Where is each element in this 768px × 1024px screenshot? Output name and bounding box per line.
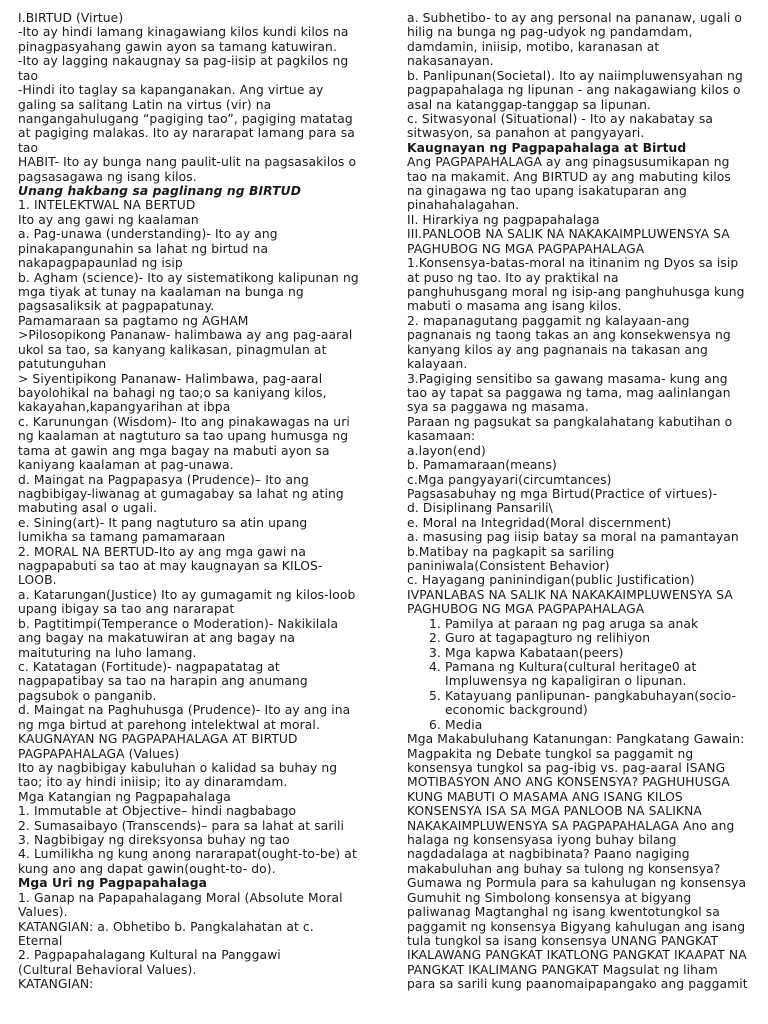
text-line: Ito ay nagbibigay kabuluhan o kalidad sa buhay ng <box>18 760 338 775</box>
text-line: 3. Nagbibigay ng direksyonsa buhay ng tao <box>18 833 290 848</box>
text-line: maituturing na luho lamang. <box>18 645 197 660</box>
text-line: ukol sa tao, sa kanyang kalikasan, pinagmulan at <box>18 342 327 357</box>
text-line: nagbibigay-liwanag at gumagabay sa lahat ng ating <box>18 486 344 501</box>
text-line: LOOB. <box>18 573 57 588</box>
text-line: pagpapahalaga ng lipunan - ang nakagawiang kilos o <box>407 83 741 98</box>
text-line: Gumuhit ng Simbolong konsensya at bigyang <box>407 890 692 905</box>
list-item <box>407 631 752 645</box>
text-line: PAGHUBOG NG MGA PAGPAPAHALAGA <box>407 602 645 617</box>
text-line: e. Moral na Integridad(Moral discernment) <box>407 515 672 530</box>
text-line: Ang PAGPAPAHALAGA ay ang pinagsusumikapan ng <box>407 155 730 170</box>
text-line: b.Matibay na pagkapit sa sariling <box>407 544 615 559</box>
list-item-text: Katayuang panlipunan- pangkabuhayan(socio-economic background) <box>445 688 737 718</box>
text-line: Ito ay ang gawi ng kaalaman <box>18 212 199 227</box>
text-line: HABIT- Ito ay bunga nang paulit-ulit na pagsasakilos o <box>18 155 357 170</box>
text-line: -Hindi ito taglay sa kapanganakan. Ang virtue ay <box>18 83 324 98</box>
text-line: 3.Pagiging sensitibo sa gawang masama- kung ang <box>407 371 728 386</box>
text-line: c. Karunungan (Wisdom)- Ito ang pinakawagas na uri <box>18 414 350 429</box>
text-line: d. Maingat na Paghuhusga (Prudence)- Ito ay ang ina <box>18 703 351 718</box>
list-item-number: 1. <box>429 616 441 631</box>
text-line: Mga Uri ng Pagpapahalaga <box>18 876 208 891</box>
text-line: tao ay tapat sa paggawa ng tama, mag aalinlangan <box>407 385 731 400</box>
text-line: ng kaalaman at nagtuturo sa tao upang humusga ng <box>18 429 349 444</box>
text-line: nakapagpapaunlad ng isip <box>18 256 183 271</box>
text-line: kung ano ang dapat gawin(ought-to- do). <box>18 861 276 876</box>
right-column-top <box>407 11 752 617</box>
text-line: -Ito ay hindi lamang kinagawiang kilos kundi kilos na <box>18 25 349 40</box>
text-line: nangangahulugang “pagiging tao”, pagiging matatag <box>18 111 353 126</box>
list-item-text: Mga kapwa Kabataan(peers) <box>445 645 624 660</box>
text-line: 1. Immutable at Objective– hindi nagbabago <box>18 804 297 819</box>
text-line: tao <box>18 140 39 155</box>
text-line: nagdadalaga at nagbibinata? Paano nagiging <box>407 847 690 862</box>
text-line: kalayaan. <box>407 357 468 372</box>
text-line: pagsasaliksik at pagpapatunay. <box>18 299 215 314</box>
text-line: Paraan ng pagsukat sa pangkalahatang kabutihan o <box>407 414 733 429</box>
list-item <box>407 689 752 718</box>
text-line: Pagsasabuhay ng mga Birtud(Practice of virtues)- <box>407 486 718 501</box>
text-line: galing sa salitang Latin na virtus (vir) na <box>18 97 272 112</box>
text-line: KUNG MABUTI O MASAMA ANG ISANG KILOS <box>407 789 683 804</box>
text-line: 1. Ganap na Papapahalagang Moral (Absolute Moral <box>18 890 343 905</box>
text-line: c. Sitwasyonal (Situational) - Ito ay nakabatay sa <box>407 111 714 126</box>
text-line: PANGKAT IKALIMANG PANGKAT Magsulat ng liham <box>407 962 718 977</box>
text-line: d. Maingat na Pagpapasya (Prudence)– Ito ang <box>18 472 309 487</box>
text-line: > Siyentipikong Pananaw- Halimbawa, pag-aaral <box>18 371 323 386</box>
text-line: a.layon(end) <box>407 443 486 458</box>
text-line: (Cultural Behavioral Values). <box>18 962 197 977</box>
text-line: at puso ng tao. Ito ay praktikal na <box>407 270 619 285</box>
text-line: e. Sining(art)- It pang nagtuturo sa atin upang <box>18 515 308 530</box>
text-line: tao na makamit. Ang BIRTUD ay ang mabuting kilos <box>407 169 731 184</box>
list-item <box>407 646 752 660</box>
text-line: 2. mapanagutang paggamit ng kalayaan-ang <box>407 313 690 328</box>
text-line: a. Katarungan(Justice) Ito ay gumagamit ng kilos-loob <box>18 587 356 602</box>
text-line: KATANGIAN: a. Obhetibo b. Pangkalahatan at c. <box>18 919 314 934</box>
text-line: pagsasagawa ng isang kilos. <box>18 169 197 184</box>
list-item-text: Pamana ng Kultura(cultural heritage0 at Impluwensya ng kapaligiran o lipunan. <box>445 659 697 689</box>
text-line: upang ibigay sa tao ang nararapat <box>18 602 235 617</box>
text-line: sya sa paggawa ng masama. <box>407 400 589 415</box>
text-line: NAKAKAIMPLUWENSYA SA PAGPAPAHALAGA Ano ang <box>407 818 735 833</box>
text-line: 1. INTELEKTWAL NA BERTUD <box>18 198 196 213</box>
text-line: a. Subhetibo- to ay ang personal na pananaw, ugali o <box>407 11 742 25</box>
text-line: kakayahan,kapangyarihan at ibpa <box>18 400 231 415</box>
text-line: tao <box>18 68 39 83</box>
text-line: paggamit ng konsensya Bigyang kahulugan ang isang <box>407 919 746 934</box>
list-item-number: 4. <box>429 659 441 674</box>
text-line: KAUGNAYAN NG PAGPAPAHALAGA AT BIRTUD <box>18 732 298 747</box>
text-line: c.Mga pangyayari(circumtances) <box>407 472 612 487</box>
text-line: d. Disiplinang Pansarili\ <box>407 501 553 516</box>
text-line: KATANGIAN: <box>18 977 94 992</box>
text-line: kasamaan: <box>407 429 476 444</box>
text-line: sitwasyon, sa panahon at pangyayari. <box>407 126 645 141</box>
text-line: ng mga birtud at parehong intelektwal at moral. <box>18 717 320 732</box>
text-line: mabuti o masama ang isang kilos. <box>407 299 622 314</box>
text-line: Kaugnayan ng Pagpapahalaga at Birtud <box>407 140 687 155</box>
text-line: paniniwala(Consistent Behavior) <box>407 559 610 574</box>
list-item-number: 5. <box>429 688 441 703</box>
text-line: kaniyang kaalaman at pag-unawa. <box>18 458 234 473</box>
text-line: mabuting asal o ugali. <box>18 501 158 516</box>
text-line: nakasanayan. <box>407 54 494 69</box>
text-line: 1.Konsensya-batas-moral na itinanim ng Dyos sa isip <box>407 256 739 271</box>
left-column <box>18 11 368 992</box>
text-line: konsensya tungkol sa pag-ibig vs. pag-aaral ISANG <box>407 760 726 775</box>
text-line: Pamamaraan sa pagtamo ng AGHAM <box>18 313 249 328</box>
text-line: Values). <box>18 905 68 920</box>
text-line: c. Katatagan (Fortitude)- nagpapatatag at <box>18 659 280 674</box>
text-line: pinakapangunahin sa lahat ng birtud na <box>18 241 269 256</box>
text-line: III.PANLOOB NA SALIK NA NAKAKAIMPLUWENSYA SA <box>407 227 730 242</box>
text-line: 2. Sumasaibayo (Transcends)– para sa lahat at sarili <box>18 818 345 833</box>
text-line: mga tiyak at tunay na kaalaman na bunga ng <box>18 285 304 300</box>
text-line: pagsubok o panganib. <box>18 688 157 703</box>
text-line: a. masusing pag iisip batay sa moral na pamantayan <box>407 530 739 545</box>
text-line: pinahahalagahan. <box>407 198 520 213</box>
list-item-text: Media <box>445 717 483 732</box>
text-line: at pagiging malakas. Ito ay nararapat lamang para sa <box>18 126 355 141</box>
list-item-text: Guro at tagapagturo ng relihiyon <box>445 631 651 646</box>
list-item <box>407 617 752 631</box>
text-line: Mga Katangian ng Pagpapahalaga <box>18 789 231 804</box>
text-line: hilig na bunga ng pag-udyok ng pandamdam, <box>407 25 693 40</box>
text-line: lumikha sa tamang pamamaraan <box>18 530 226 545</box>
text-line: II. Hirarkiya ng pagpapahalaga <box>407 212 600 227</box>
text-line: b. Pagtitimpi(Temperance o Moderation)- Nakikilala <box>18 616 339 631</box>
text-line: b. Agham (science)- Ito ay sistematikong kalipunan ng <box>18 270 359 285</box>
text-line: PAGHUBOG NG MGA PAGPAPAHALAGA <box>407 241 645 256</box>
text-line: 2. MORAL NA BERTUD-Ito ay ang mga gawi na <box>18 544 306 559</box>
text-line: asal na katanggap-tanggap sa lipunan. <box>407 97 652 112</box>
text-line: 4. Lumilikha ng kung anong nararapat(ought-to-be) at <box>18 847 357 862</box>
list-item-number: 2. <box>429 631 441 646</box>
text-line: I.BIRTUD (Virtue) <box>18 11 124 25</box>
list-item <box>407 718 752 732</box>
list-item-number: 3. <box>429 645 441 660</box>
text-line: pagnanais ng taong takas an ang konsekwensya ng <box>407 328 731 343</box>
text-line: para sa sarili kung paanomaipapangako ang paggamit <box>407 977 748 992</box>
text-line: tula tungkol sa isang konsensya UNANG PANGKAT <box>407 934 719 948</box>
text-line: bayolohikal na bahagi ng tao;o sa kaniyang kilos, <box>18 385 327 400</box>
text-line: >Pilosopikong Pananaw- halimbawa ay ang pag-aaral <box>18 328 353 343</box>
external-factors-list <box>407 617 752 732</box>
text-line: makabuluhan ang buhay sa tulong ng konsensya? <box>407 861 721 876</box>
text-line: IKALAWANG PANGKAT IKATLONG PANGKAT IKAAPAT NA <box>407 948 747 963</box>
text-line: Magpakita ng Debate tungkol sa paggamit ng <box>407 746 694 761</box>
text-line: Unang hakbang sa paglinang ng BIRTUD <box>18 184 302 199</box>
text-line: nagpapabuti sa tao at may kaugnayan sa KILOS- <box>18 559 323 574</box>
text-line: b. Panlipunan(Societal). Ito ay naiimpluwensyahan ng <box>407 68 743 83</box>
text-line: tao; ito ay hindi iniisip; ito ay dinaramdam. <box>18 775 288 790</box>
text-line: c. Hayagang paninindigan(public Justification) <box>407 573 695 588</box>
text-line: MOTIBASYON ANO ANG KONSENSYA? PAGHUHUSGA <box>407 775 730 790</box>
list-item-number: 6. <box>429 717 441 732</box>
text-line: tama at gawin ang mga bagay na mabuti ayon sa <box>18 443 330 458</box>
list-item <box>407 660 752 689</box>
text-line: ang bagay na makatuwiran at ang bagay na <box>18 631 295 646</box>
right-column-bottom <box>407 732 752 992</box>
text-line: pinagpasyahang gawin ayon sa tamang katuwiran. <box>18 39 337 54</box>
text-line: paliwanag Magtanghal ng isang kwentotungkol sa <box>407 905 720 920</box>
text-line: halaga ng konsensyasa iyong buhay bilang <box>407 833 677 848</box>
right-column <box>407 11 752 992</box>
text-line: IVPANLABAS NA SALIK NA NAKAKAIMPLUWENSYA SA <box>407 587 733 602</box>
text-line: na ginagawa ng tao upang isakatuparan ang <box>407 184 687 199</box>
text-line: Mga Makabuluhang Katanungan: Pangkatang Gawain: <box>407 732 745 747</box>
text-line: PAGPAPAHALAGA (Values) <box>18 746 180 761</box>
text-line: patutunguhan <box>18 357 107 372</box>
text-line: -Ito ay lagging nakaugnay sa pag-iisip at pagkilos ng <box>18 54 349 69</box>
list-item-text: Pamilya at paraan ng pag aruga sa anak <box>445 616 699 631</box>
text-line: Eternal <box>18 934 63 948</box>
text-line: panghuhusgang moral ng isip-ang panghuhusga kung <box>407 285 745 300</box>
text-line: KONSENSYA ISA SA MGA PANLOOB NA SALIKNA <box>407 804 702 819</box>
text-line: nagpapatibay sa tao na harapin ang anumang <box>18 674 308 689</box>
text-line: 2. Pagpapahalagang Kultural na Panggawi <box>18 948 281 963</box>
text-line: b. Pamamaraan(means) <box>407 458 557 473</box>
text-line: a. Pag-unawa (understanding)- Ito ay ang <box>18 227 278 242</box>
text-line: Gumawa ng Pormula para sa kahulugan ng konsensya <box>407 876 747 891</box>
text-line: damdamin, iniisip, motibo, karanasan at <box>407 39 660 54</box>
text-line: kanyang kilos ay ang pagnanais na takasan ang <box>407 342 708 357</box>
